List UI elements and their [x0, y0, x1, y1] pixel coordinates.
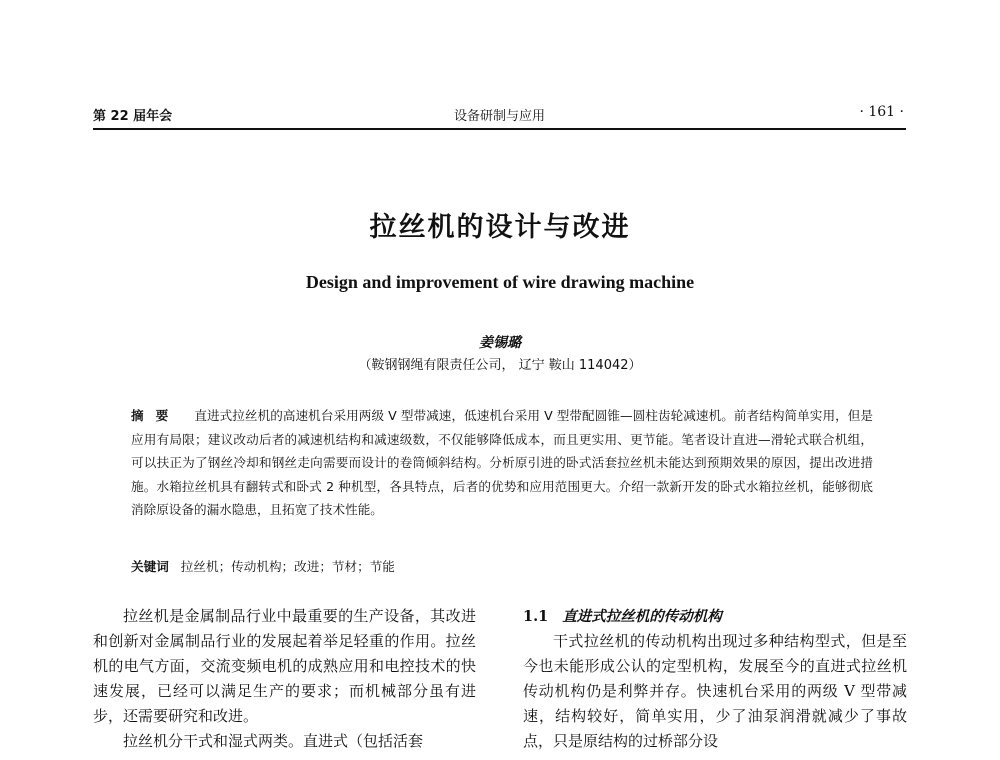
body-column-left: [93, 604, 476, 754]
running-header: [93, 103, 906, 127]
body-paragraph: 拉丝机是金属制品行业中最重要的生产设备，其改进和创新对金属制品行业的发展起着举足轻重的作用。拉丝机的电气方面，交流变频电机的成熟应用和电控技术的快速发展，已经可以满足生产的要求；而机械部分虽有进步，还需要研究和改进。: [93, 607, 476, 725]
title-english: Design and improvement of wire drawing machine: [305, 272, 695, 292]
author-name: 姜锡璐: [479, 335, 521, 351]
header-section: 设备研制与应用: [453, 109, 545, 124]
section-heading: [523, 604, 907, 629]
header-conference: 第 22 届年会: [93, 109, 173, 124]
abstract-text: 直进式拉丝机的高速机台采用两级 V 型带减速，低速机台采用 V 型带配圆锥—圆柱齿轮减速机。前者结构简单实用，但是应用有局限；建议改动后者的减速机结构和减速级数，不仅能够降低成本，而且更实用、更节能。笔者设计直进—滑轮式联合机组，可以扶正为了钢丝冷却和钢丝走向需要而设计的卷筒倾斜结构。分析原引进的卧式活套拉丝机未能达到预期效果的原因，提出改进措施。水箱拉丝机具有翻转式和卧式 2 种机型，各具特点，后者的优势和应用范围更大。介绍一款新开发的卧式水箱拉丝机，能够彻底消除原设备的漏水隐患，且拓宽了技术性能。: [131, 408, 874, 517]
keywords: [131, 556, 873, 578]
abstract-label: 摘要: [131, 408, 181, 423]
body-column-right: [523, 604, 907, 754]
author-affiliation: （鞍钢钢绳有限责任公司， 辽宁 鞍山 114042）: [358, 358, 642, 373]
body-paragraph: 干式拉丝机的传动机构出现过多种结构型式，但是至今也未能形成公认的定型机构，发展至今的直进式拉丝机传动机构仍是利弊并存。快速机台采用的两级 V 型带减速，结构较好，简单实用，少了油泵润滑就减少了事故点，只是原结构的过桥部分设: [523, 632, 907, 750]
keywords-label: 关键词: [131, 559, 169, 574]
keywords-text: 拉丝机；传动机构；改进；节材；节能: [180, 559, 395, 574]
header-page-number: · 161 ·: [859, 104, 904, 120]
body-paragraph: 拉丝机分干式和湿式两类。直进式（包括活套: [123, 732, 424, 750]
section-title: 直进式拉丝机的传动机构: [562, 608, 722, 625]
abstract: [131, 404, 873, 522]
title-chinese: 拉丝机的设计与改进: [369, 212, 631, 243]
header-rule: [93, 128, 906, 130]
section-number: 1.1: [523, 608, 549, 625]
